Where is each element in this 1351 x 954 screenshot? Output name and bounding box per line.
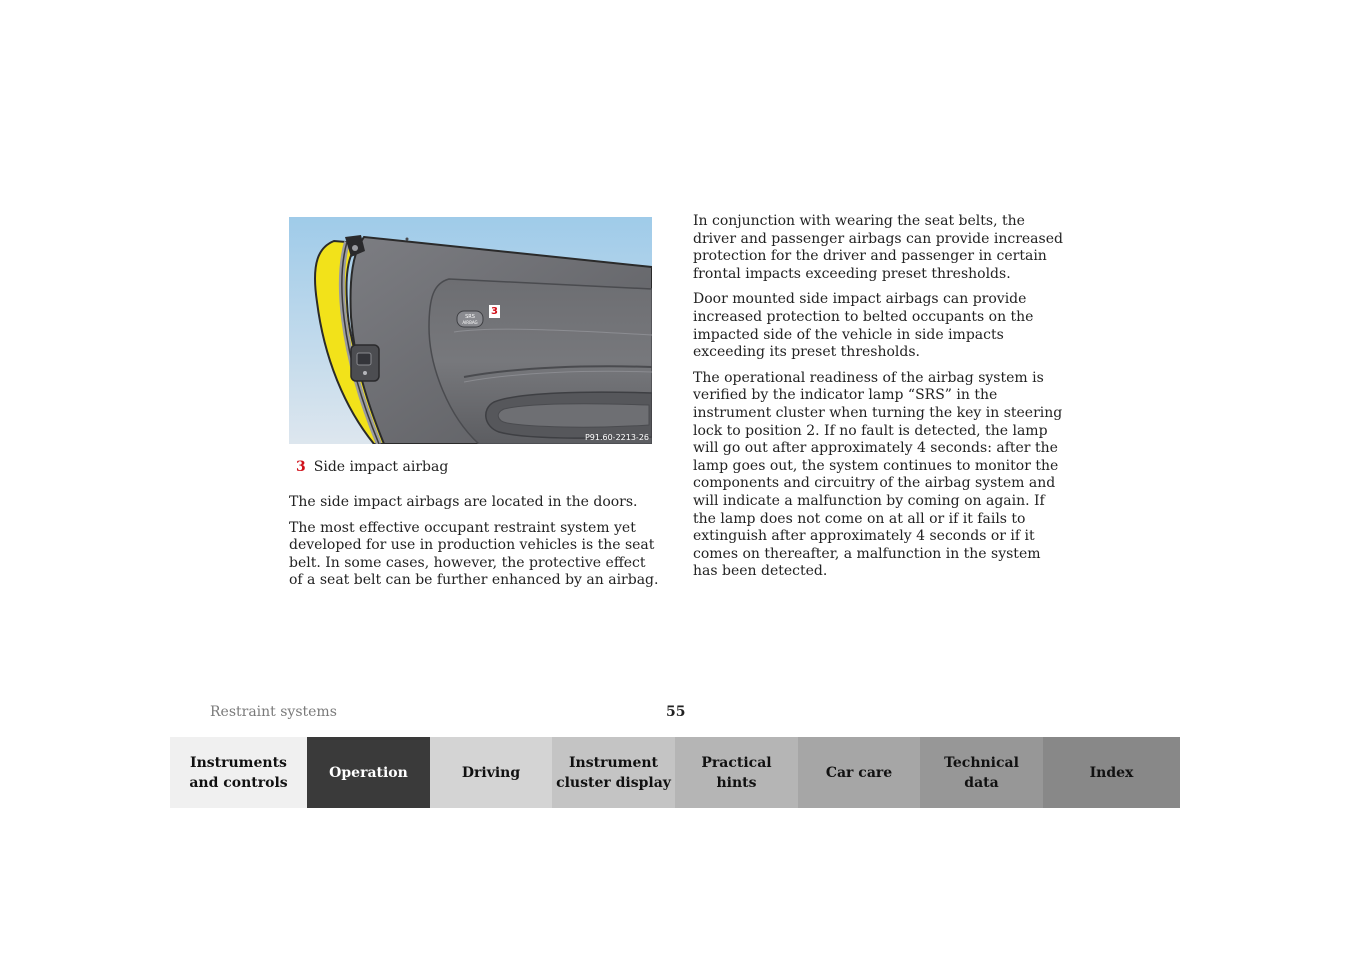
paragraph: Door mounted side impact airbags can provide increased protection to belted occupants on the impacted side of the vehicle in side impacts exceeding its preset thresholds. — [693, 291, 1034, 361]
section-title: Restraint systems — [210, 704, 337, 720]
tab-label-line1: Instrument — [569, 754, 658, 771]
tab-label-line1: Index — [1089, 764, 1134, 781]
tab-instrument-cluster-display[interactable] — [552, 737, 675, 808]
tab-technical-data[interactable] — [920, 737, 1043, 808]
paragraph: In conjunction with wearing the seat belts, the driver and passenger airbags can provide increased protection for the driver and passenger in certain frontal impacts exceeding preset thresholds. — [693, 213, 1063, 282]
chapter-tab-bar — [170, 737, 1180, 808]
tab-label-line1: Practical hints — [701, 754, 772, 791]
tab-label-line1: Instruments — [190, 754, 287, 771]
tab-operation[interactable] — [307, 737, 430, 808]
left-text-column — [289, 494, 661, 598]
tab-practical-hints[interactable] — [675, 737, 798, 808]
tab-label-line2: and controls — [189, 774, 288, 791]
caption-number: 3 — [296, 459, 306, 475]
srs-badge-top: SRS — [465, 314, 475, 320]
figure-callout-number: 3 — [489, 305, 500, 318]
paragraph: The most effective occupant restraint system yet developed for use in production vehicles is the seat belt. In some cases, however, the protective effect of a seat belt can be further enhanced by an airbag. — [289, 519, 659, 589]
srs-badge-bottom: AIRBAG — [462, 320, 478, 325]
figure-reference-code: P91.60-2213-26 — [584, 433, 649, 442]
tab-label-line2: data — [964, 774, 999, 791]
tab-index[interactable] — [1043, 737, 1180, 808]
tab-label-line1: Operation — [329, 764, 408, 781]
figure-caption — [296, 459, 448, 475]
tab-label-line1: Car care — [825, 764, 893, 781]
tab-driving[interactable] — [430, 737, 552, 808]
door-airbag-illustration — [289, 217, 652, 444]
door-panel-drawing — [289, 217, 652, 444]
tab-label-line1: Technical — [944, 754, 1019, 771]
paragraph: The side impact airbags are located in the doors. — [289, 494, 638, 510]
tab-label-line2: cluster display — [556, 774, 671, 791]
tab-instruments-and-controls[interactable] — [170, 737, 307, 808]
caption-text: Side impact airbag — [313, 459, 449, 475]
tab-label-line1: Driving — [461, 764, 521, 781]
page-number: 55 — [666, 704, 686, 720]
right-text-column — [693, 213, 1065, 589]
paragraph: The operational readiness of the airbag system is verified by the indicator lamp “SRS” in the instrument cluster when turning the key in steering lock to position 2. If no fault is detected, the lamp will go out after approximately 4 seconds: after the lamp goes out, the system continues to monitor the components and circuitry of the airbag system and will indicate a malfunction by coming on again. If the lamp does not come on at all or if it fails to extinguish after approximately 4 seconds or if it comes on thereafter, a malfunction in the system has been detected. — [693, 369, 1063, 580]
tab-car-care[interactable] — [798, 737, 920, 808]
